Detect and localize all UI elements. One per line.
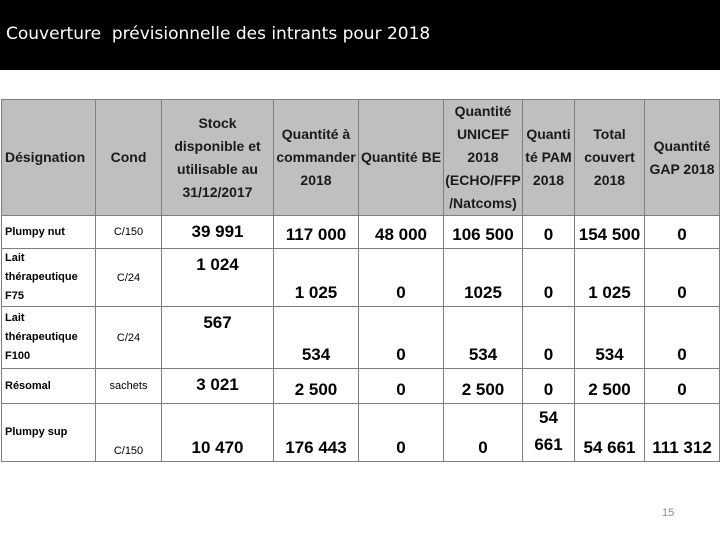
cell-pam: 0 bbox=[523, 307, 575, 369]
cell-gap: 0 bbox=[645, 216, 720, 249]
cell-designation: Résomal bbox=[2, 369, 96, 404]
cell-stock: 39 991 bbox=[162, 216, 274, 249]
cell-gap: 0 bbox=[645, 369, 720, 404]
table-row bbox=[2, 216, 720, 249]
inputs-table bbox=[1, 99, 720, 462]
header-a-commander: Quantité à commander 2018 bbox=[274, 100, 359, 216]
table-row bbox=[2, 249, 720, 307]
page-number: 15 bbox=[662, 507, 675, 519]
cell-cond: C/24 bbox=[96, 307, 162, 369]
cell-gap: 111 312 bbox=[645, 404, 720, 462]
cell-total: 54 661 bbox=[575, 404, 645, 462]
cell-gap: 0 bbox=[645, 249, 720, 307]
cell-total: 2 500 bbox=[575, 369, 645, 404]
table-header-row bbox=[2, 100, 720, 216]
cell-a-commander: 1 025 bbox=[274, 249, 359, 307]
header-cond: Cond bbox=[96, 100, 162, 216]
header-gap: Quantité GAP 2018 bbox=[645, 100, 720, 216]
cell-pam: 0 bbox=[523, 249, 575, 307]
cell-be: 48 000 bbox=[359, 216, 444, 249]
cell-total: 534 bbox=[575, 307, 645, 369]
cell-cond: C/150 bbox=[96, 404, 162, 462]
cell-pam: 54 661 bbox=[523, 404, 575, 462]
table-row bbox=[2, 369, 720, 404]
header-total: Total couvert 2018 bbox=[575, 100, 645, 216]
table-row bbox=[2, 307, 720, 369]
cell-unicef: 534 bbox=[444, 307, 523, 369]
header-unicef: Quantité UNICEF 2018 (ECHO/FFP /Natcoms) bbox=[444, 100, 523, 216]
cell-a-commander: 2 500 bbox=[274, 369, 359, 404]
cell-a-commander: 534 bbox=[274, 307, 359, 369]
cell-unicef: 2 500 bbox=[444, 369, 523, 404]
cell-be: 0 bbox=[359, 369, 444, 404]
cell-stock: 3 021 bbox=[162, 369, 274, 404]
header-designation: Désignation bbox=[2, 100, 96, 216]
cell-be: 0 bbox=[359, 404, 444, 462]
cell-stock: 1 024 bbox=[162, 249, 274, 307]
header-be: Quantité BE bbox=[359, 100, 444, 216]
cell-gap: 0 bbox=[645, 307, 720, 369]
cell-stock: 567 bbox=[162, 307, 274, 369]
cell-cond: C/150 bbox=[96, 216, 162, 249]
cell-stock: 10 470 bbox=[162, 404, 274, 462]
cell-total: 1 025 bbox=[575, 249, 645, 307]
cell-be: 0 bbox=[359, 307, 444, 369]
cell-unicef: 0 bbox=[444, 404, 523, 462]
cell-designation: Lait thérapeutique F100 bbox=[2, 307, 96, 369]
cell-cond: sachets bbox=[96, 369, 162, 404]
table-row bbox=[2, 404, 720, 462]
header-pam: Quanti té PAM 2018 bbox=[523, 100, 575, 216]
header-stock: Stock disponible et utilisable au 31/12/2017 bbox=[162, 100, 274, 216]
cell-a-commander: 117 000 bbox=[274, 216, 359, 249]
slide-title: Couverture prévisionnelle des intrants pour 2018 bbox=[6, 24, 431, 44]
cell-unicef: 106 500 bbox=[444, 216, 523, 249]
cell-cond: C/24 bbox=[96, 249, 162, 307]
cell-total: 154 500 bbox=[575, 216, 645, 249]
cell-unicef: 1025 bbox=[444, 249, 523, 307]
cell-designation: Plumpy sup bbox=[2, 404, 96, 462]
cell-pam: 0 bbox=[523, 216, 575, 249]
cell-designation: Lait thérapeutique F75 bbox=[2, 249, 96, 307]
cell-a-commander: 176 443 bbox=[274, 404, 359, 462]
cell-designation: Plumpy nut bbox=[2, 216, 96, 249]
cell-be: 0 bbox=[359, 249, 444, 307]
cell-pam: 0 bbox=[523, 369, 575, 404]
title-bar bbox=[0, 0, 720, 70]
